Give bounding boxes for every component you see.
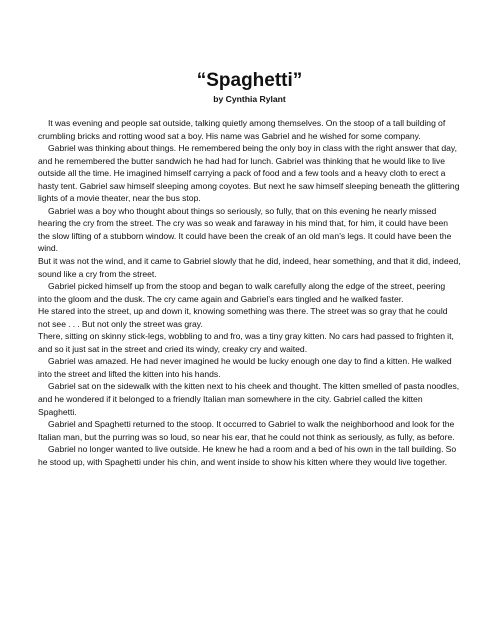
story-paragraph: It was evening and people sat outside, talking quietly among themselves. On the stoop of a tall building of crumbling bricks and rotting wood sat a boy. His name was Gabriel and he wished for some company.: [38, 118, 446, 141]
story-title: “Spaghetti”: [196, 70, 303, 91]
story-author: by Cynthia Rylant: [213, 94, 286, 104]
story-paragraph: Gabriel no longer wanted to live outside. He knew he had a room and a bed of his own in the tall building. So he stood up, with Spaghetti under his chin, and went inside to show his kitten where they would live together.: [38, 444, 457, 467]
story-body: [38, 117, 461, 468]
story-paragraph: There, sitting on skinny stick-legs, wobbling to and fro, was a tiny gray kitten. No cars had passed to frighten it, and so it just sat in the street and cried its windy, creaky cry and waited.: [38, 331, 454, 354]
story-paragraph: Gabriel sat on the sidewalk with the kitten next to his cheek and thought. The kitten smelled of pasta noodles, and he wondered if it belonged to a friendly Italian man somewhere in the city. Gabriel called the kitten Spaghetti.: [38, 381, 460, 417]
story-paragraph: He stared into the street, up and down it, knowing something was there. The street was so gray that he could not see . . . But not only the street was gray.: [38, 306, 448, 329]
story-paragraph: Gabriel was thinking about things. He remembered being the only boy in class with the right answer that day, and he remembered the butter sandwich he had had for lunch. Gabriel was thinking that he would like to live outside all the time. He imagined himself carrying a pack of food and a few tools and a heavy cloth to erect a hasty tent. Gabriel saw himself sleeping among coyotes. But next he saw himself sleeping beneath the glittering lights of a movie theater, near the bus stop.: [38, 143, 460, 204]
story-paragraph: Gabriel was a boy who thought about things so seriously, so fully, that on this evening he nearly missed hearing the cry from the street. The cry was so weak and faraway in his mind that, for him, it could have been the slow lifting of a stubborn window. It could have been the creak of an old man’s legs. It could have been the wind.: [38, 205, 452, 254]
story-paragraph: Gabriel was amazed. He had never imagined he would be lucky enough one day to find a kitten. He walked into the street and lifted the kitten into his hands.: [38, 356, 452, 379]
story-paragraph: Gabriel and Spaghetti returned to the stoop. It occurred to Gabriel to walk the neighborhood and look for the Italian man, but the purring was so loud, so near his ear, that he could not think as seriously, as fully, as before.: [38, 419, 455, 442]
story-paragraph: But it was not the wind, and it came to Gabriel slowly that he did, indeed, hear something, and that it did, indeed, sound like a cry from the street.: [38, 256, 461, 279]
story-paragraph: Gabriel picked himself up from the stoop and began to walk carefully along the edge of the street, peering into the gloom and the dusk. The cry came again and Gabriel’s ears tingled and he walked faster.: [38, 281, 446, 304]
